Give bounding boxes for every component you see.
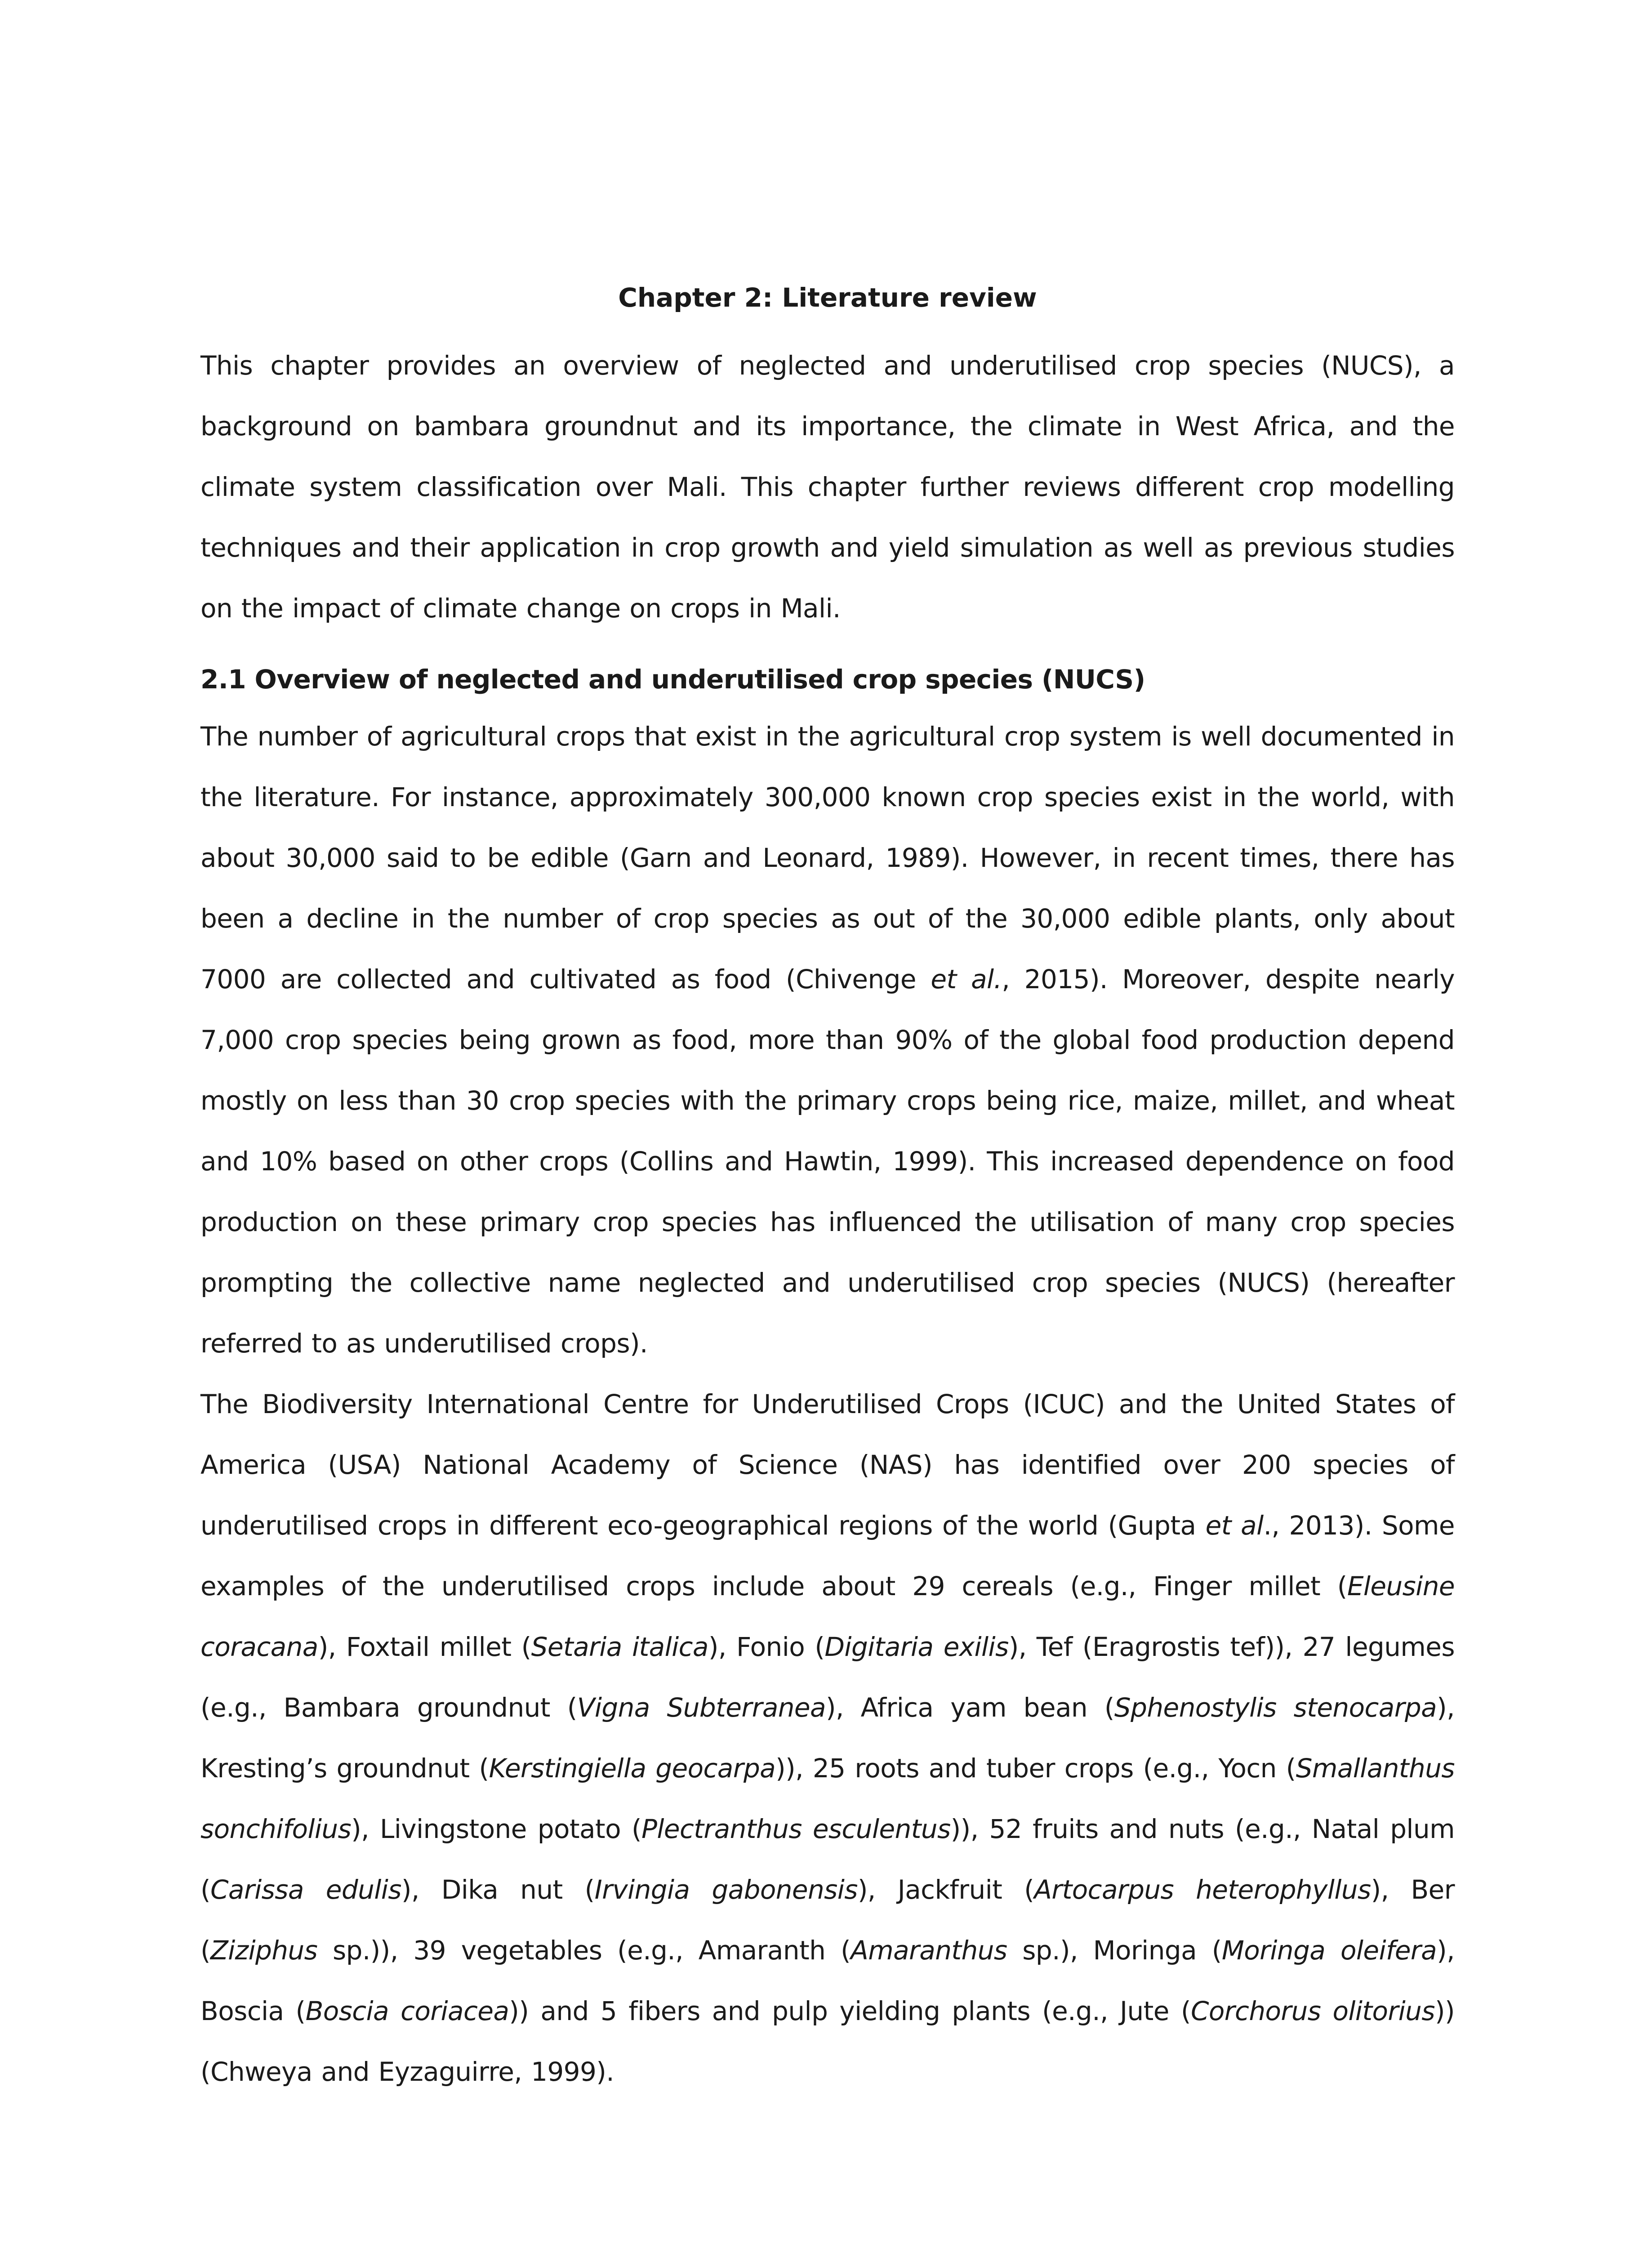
- italic-text-run: Kerstingiella geocarpa: [489, 1753, 776, 1784]
- body-paragraph-2: The Biodiversity International Centre for Underutilised Crops (ICUC) and the United States of America (USA) National Academy of Science (NAS) has identified over 200 species of underutilised crops in different eco-geographical regions of the world (Gupta et al., 2013). Some examples of the underutilised crops include about 29 cereals (e.g., Finger millet (Eleusine coracana), Foxtail millet (Setaria italica), Fonio (Digitaria exilis), Tef (Eragrostis tef)), 27 legumes (e.g., Bambara groundnut (Vigna Subterranea), Africa yam bean (Sphenostylis stenocarpa), Kresting’s groundnut (Kerstingiella geocarpa)), 25 roots and tuber crops (e.g., Yocn (Smallanthus sonchifolius), Livingstone potato (Plectranthus esculentus)), 52 fruits and nuts (e.g., Natal plum (Carissa edulis), Dika nut (Irvingia gabonensis), Jackfruit (Artocarpus heterophyllus), Ber (Ziziphus sp.)), 39 vegetables (e.g., Amaranth (Amaranthus sp.), Moringa (Moringa oleifera), Boscia (Boscia coriacea)) and 5 fibers and pulp yielding plants (e.g., Jute (Corchorus olitorius)) (Chweya and Eyzaguirre, 1999).: [200, 1389, 1455, 2087]
- italic-text-run: Ziziphus: [210, 1935, 318, 1966]
- italic-text-run: Smallanthus sonchifolius: [200, 1753, 1455, 1844]
- italic-text-run: Plectranthus esculentus: [641, 1814, 951, 1844]
- italic-text-run: Corchorus olitorius: [1191, 1996, 1435, 2026]
- italic-text-run: Setaria italica: [531, 1632, 708, 1662]
- italic-text-run: Moringa oleifera: [1221, 1935, 1437, 1966]
- intro-paragraph: This chapter provides an overview of neglected and underutilised crop species (NUCS), a background on bambara groundnut and its importance, the climate in West Africa, and the climate system classification over Mali. This chapter further reviews different crop modelling techniques and their application in crop growth and yield simulation as well as previous studies on the impact of climate change on crops in Mali.: [200, 350, 1455, 624]
- italic-text-run: Sphenostylis stenocarpa: [1114, 1692, 1437, 1723]
- italic-text-run: Boscia coriacea: [305, 1996, 509, 2026]
- body-paragraph-1: The number of agricultural crops that exist in the agricultural crop system is well documented in the literature. For instance, approximately 300,000 known crop species exist in the world, with about 30,000 said to be edible (Garn and Leonard, 1989). However, in recent times, there has been a decline in the number of crop species as out of the 30,000 edible plants, only about 7000 are collected and cultivated as food (Chivenge et al., 2015). Moreover, despite nearly 7,000 crop species being grown as food, more than 90% of the global food production depend mostly on less than 30 crop species with the primary crops being rice, maize, millet, and wheat and 10% based on other crops (Collins and Hawtin, 1999). This increased dependence on food production on these primary crop species has influenced the utilisation of many crop species prompting the collective name neglected and underutilised crop species (NUCS) (hereafter referred to as underutilised crops).: [200, 721, 1455, 1359]
- italic-text-run: Eleusine coracana: [200, 1571, 1455, 1662]
- chapter-title: Chapter 2: Literature review: [618, 282, 1037, 313]
- section-heading: 2.1 Overview of neglected and underutilised crop species (NUCS): [200, 664, 1145, 695]
- page-body: [200, 275, 1455, 2102]
- italic-text-run: et al.: [931, 964, 1002, 995]
- italic-text-run: Vigna Subterranea: [577, 1692, 826, 1723]
- italic-text-run: et al: [1205, 1510, 1264, 1541]
- italic-text-run: Digitaria exilis: [824, 1632, 1009, 1662]
- italic-text-run: Irvingia gabonensis: [594, 1874, 858, 1905]
- italic-text-run: Artocarpus heterophyllus: [1034, 1874, 1371, 1905]
- italic-text-run: Carissa edulis: [210, 1874, 401, 1905]
- italic-text-run: Amaranthus: [850, 1935, 1007, 1966]
